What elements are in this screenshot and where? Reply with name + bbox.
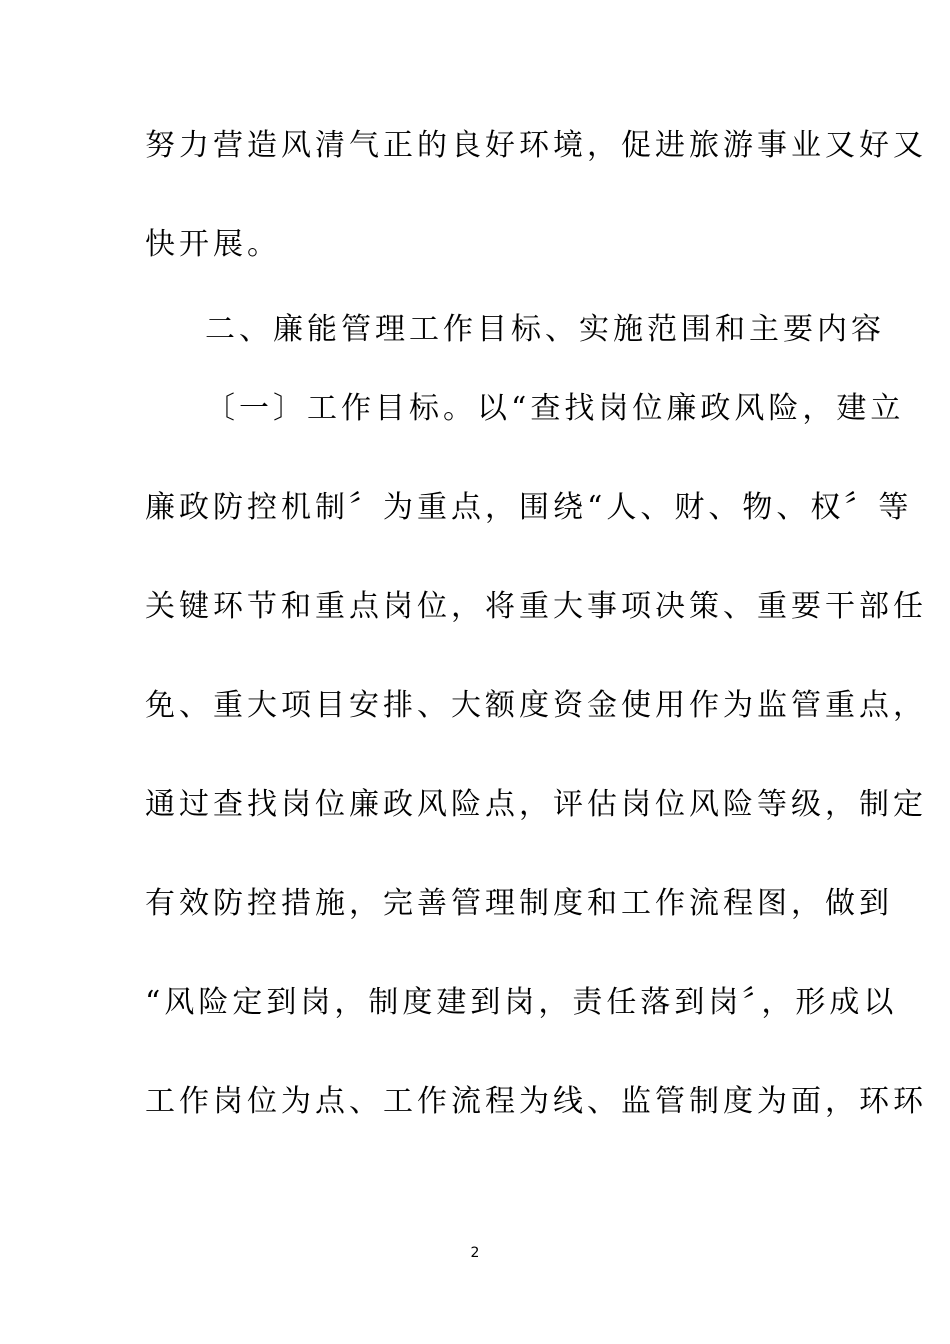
text-line-1: 努力营造风清气正的良好环境，促进旅游事业又好又 bbox=[145, 128, 927, 163]
text-line-6: 关键环节和重点岗位，将重大事项决策、重要干部任 bbox=[145, 589, 927, 624]
text-line-10: “风险定到岗，制度建到岗，责任落到岗〞，形成以 bbox=[145, 985, 898, 1020]
text-line-8: 通过查找岗位廉政风险点，评估岗位风险等级，制定 bbox=[145, 787, 927, 822]
text-line-4: 〔一〕工作目标。以“查找岗位廉政风险，建立 bbox=[205, 391, 905, 426]
section-heading: 二、廉能管理工作目标、实施范围和主要内容 bbox=[205, 312, 885, 347]
text-line-7: 免、重大项目安排、大额度资金使用作为监管重点， bbox=[145, 688, 927, 723]
text-line-9: 有效防控措施，完善管理制度和工作流程图，做到 bbox=[145, 886, 893, 921]
text-line-11: 工作岗位为点、工作流程为线、监管制度为面，环环 bbox=[145, 1084, 927, 1119]
text-line-2: 快开展。 bbox=[145, 227, 281, 262]
page-number: 2 bbox=[470, 1245, 480, 1261]
text-line-5: 廉政防控机制〞为重点，围绕“人、财、物、权〞等 bbox=[145, 490, 913, 525]
